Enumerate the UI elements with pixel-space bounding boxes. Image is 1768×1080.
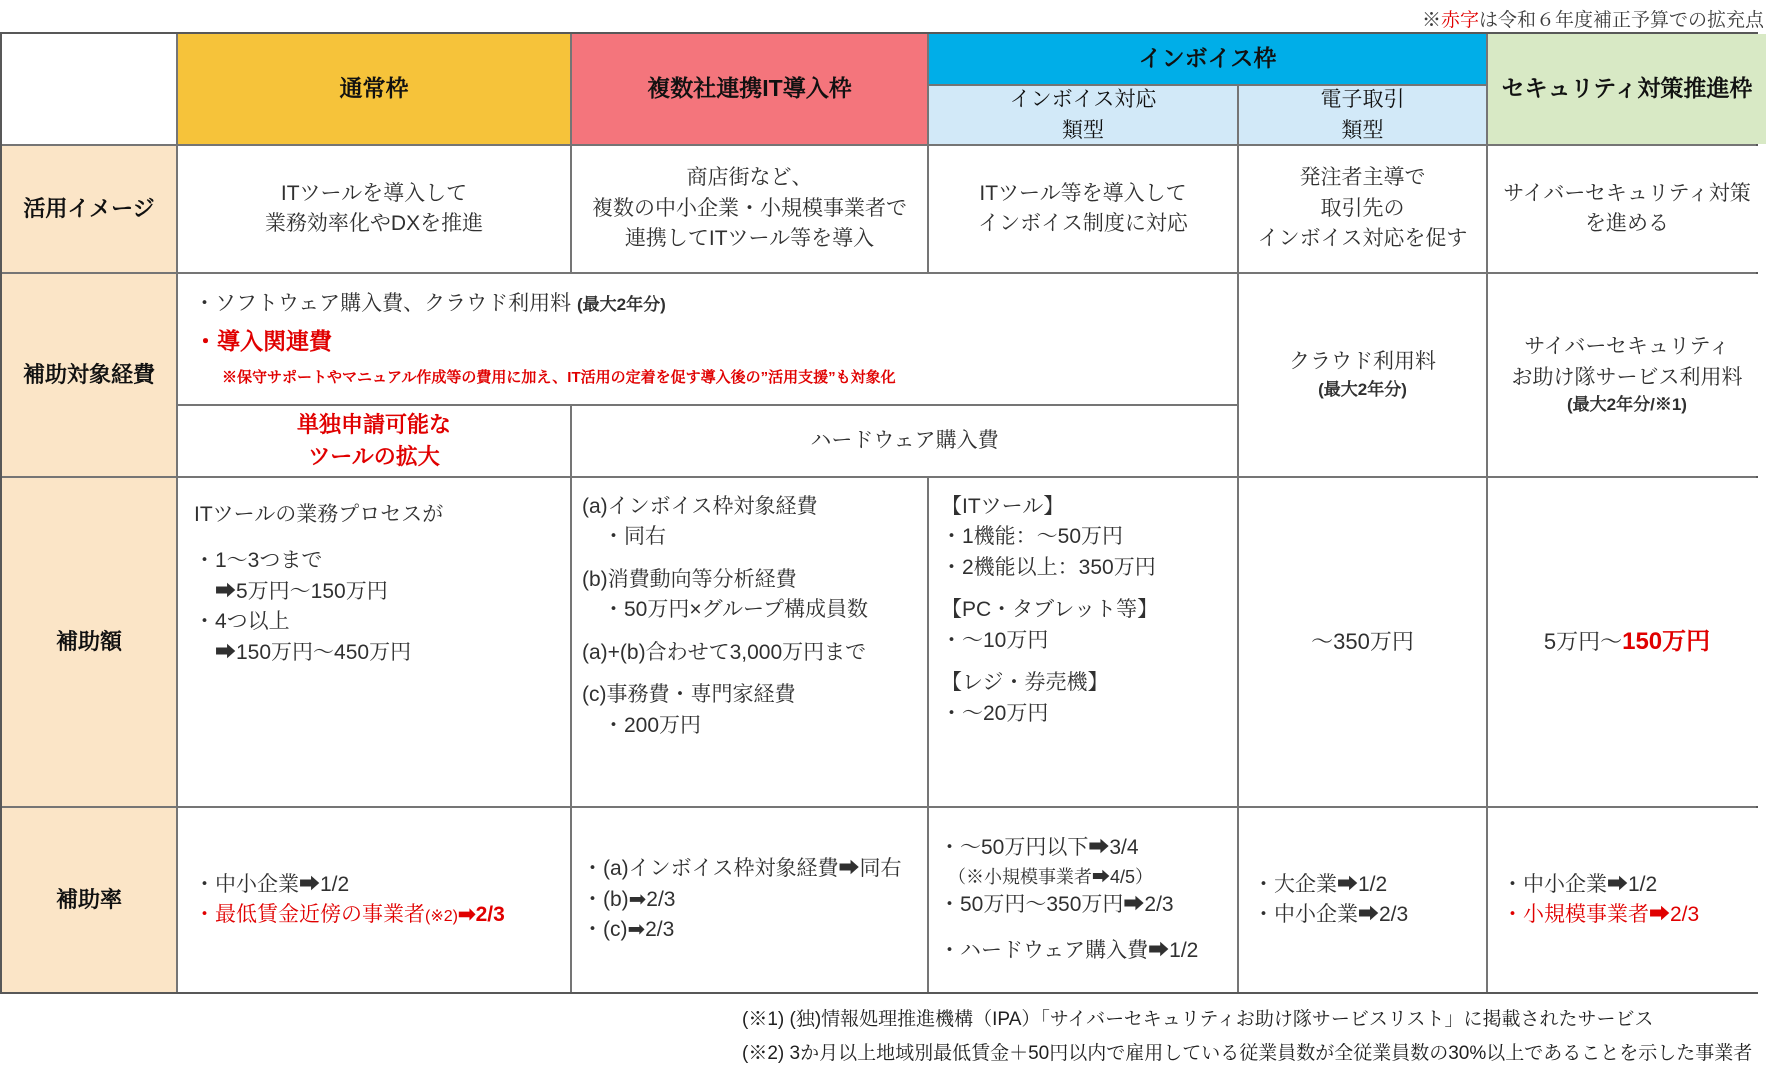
cell-line: (b)消費動向等分析経費 (582, 567, 797, 591)
rate-red-ref: (※2) (425, 908, 458, 925)
cell-line: ・～20万円 (941, 701, 1049, 725)
keihi-dounyuu-red: ・導入関連費 (194, 327, 332, 354)
cell-line-note: (最大2年分) (1318, 379, 1407, 399)
cell-line: 複数の中小企業・小規模事業者で (592, 196, 907, 220)
cell-line: ・50万円×グループ構成員数 (582, 598, 868, 622)
row-label-hojogaku: 補助額 (2, 478, 176, 806)
cell-line-red (194, 900, 570, 930)
cell-line: お助け隊サービス利用料 (1511, 365, 1743, 389)
keihi-red-note: ※保守サポートやマニュアル作成等の費用に加え、IT活用の定着を促す導入後の”活用支援”も対象化 (222, 369, 896, 387)
cell-line: 連携してITツール等を導入 (624, 227, 875, 251)
cell-line: ・1機能：～50万円 (941, 525, 1124, 549)
cell-line: ・50万円～350万円➡2/3 (939, 892, 1174, 916)
cell-line: ・中小企業➡2/3 (1253, 903, 1409, 926)
hojogaku-security-cell (1488, 478, 1766, 806)
hojoritsu-invoice-cell (929, 808, 1237, 992)
column-subheader-invoice-taio (929, 86, 1237, 144)
row-label-katsuyo: 活用イメージ (2, 146, 176, 272)
spacer (941, 656, 1231, 668)
cell-line: ・ハードウェア購入費➡1/2 (939, 939, 1199, 963)
column-subheader-denshi (1239, 86, 1486, 144)
cell-line: ツールの拡大 (308, 444, 440, 469)
subheader-line: 類型 (1341, 119, 1384, 142)
row-label-keihi: 補助対象経費 (2, 274, 176, 476)
column-header-security: セキュリティ対策推進枠 (1488, 34, 1766, 144)
cell-line: インボイス対応を促す (1257, 227, 1468, 251)
cell-line: サイバーセキュリティ (1524, 335, 1730, 359)
column-header-fukusu: 複数社連携IT導入枠 (572, 34, 927, 144)
hojogaku-tsujo-cell (178, 478, 570, 806)
hojoritsu-denshi-cell (1239, 808, 1486, 992)
cell-line: ➡5万円～150万円 (194, 579, 388, 603)
cell-line: 単独申請可能な (296, 412, 451, 438)
corner-blank-cell (2, 34, 176, 144)
cell-line: ・(c)➡2/3 (582, 918, 675, 942)
column-header-invoice: インボイス枠 (929, 34, 1486, 84)
cell-line: 【レジ・券売機】 (941, 671, 1109, 695)
katsuyo-tsujo-cell (178, 146, 570, 272)
cell-line: ・1～3つまで (194, 549, 323, 573)
amount-red-part: 150万円 (1622, 627, 1711, 655)
footnote-2: (※2) 3か月以上地域別最低賃金＋50円以内で雇用している従業員数が全従業員数の30%以上であることを示した事業者 (742, 1043, 1753, 1065)
keihi-main-cell (178, 274, 1237, 404)
spacer (582, 626, 921, 638)
cell-line: 発注者主導で (1299, 166, 1426, 190)
cell-line: ・200万円 (582, 713, 702, 737)
keihi-hardware-cell: ハードウェア購入費 (572, 406, 1237, 476)
cell-line: ・中小企業➡1/2 (1502, 872, 1658, 896)
footnote-1: (※1) (独)情報処理推進機構（IPA）「サイバーセキュリティお助け隊サービスリスト」に掲載されたサービス (742, 1009, 1654, 1030)
top-note-mark: ※ (1421, 10, 1441, 31)
top-note (0, 0, 1768, 32)
cell-line: ・～50万円以下➡3/4 (939, 836, 1139, 860)
cell-line: 商店街など、 (686, 166, 813, 190)
cell-line: (a)インボイス枠対象経費 (582, 495, 818, 518)
spacer (582, 553, 921, 565)
keihi-software-text: ・ソフトウェア購入費、クラウド利用料 (194, 292, 577, 316)
cell-line: 取引先の (1320, 196, 1405, 220)
cell-line: ・(a)インボイス枠対象経費➡同右 (582, 857, 902, 881)
subsidy-table (0, 32, 1758, 994)
rate-red-pre: ・最低賃金近傍の事業者 (194, 903, 425, 926)
cell-line-red: ・小規模事業者➡2/3 (1502, 903, 1700, 926)
cell-line: ➡150万円～450万円 (194, 640, 412, 664)
amount-black-part: 5万円～ (1543, 628, 1623, 654)
keihi-denshi-cell (1239, 274, 1486, 476)
column-header-tsujo: 通常枠 (178, 34, 570, 144)
subheader-line: 類型 (1062, 119, 1104, 142)
cell-line: ITツールの業務プロセスが (194, 503, 444, 526)
cell-line: (c)事務費・専門家経費 (582, 683, 796, 707)
cell-line: ・大企業➡1/2 (1253, 872, 1388, 896)
cell-line: 【PC・タブレット等】 (941, 598, 1159, 622)
cell-line: サイバーセキュリティ対策 (1503, 181, 1751, 205)
cell-line: を進める (1585, 212, 1669, 235)
cell-line: ITツールを導入して (280, 181, 468, 205)
spacer (941, 583, 1231, 595)
cell-line: クラウド利用料 (1289, 350, 1436, 374)
cell-line: ITツール等を導入して (979, 181, 1187, 205)
hojoritsu-security-cell (1488, 808, 1766, 992)
cell-line: ・同右 (582, 525, 666, 549)
spacer (194, 530, 560, 546)
cell-line (1544, 625, 1710, 660)
katsuyo-security-cell (1488, 146, 1766, 272)
katsuyo-fukusu-cell (572, 146, 927, 272)
cell-line: ・(b)➡2/3 (582, 887, 676, 911)
cell-line: ・4つ以上 (194, 610, 290, 634)
cell-line: ・中小企業➡1/2 (194, 872, 350, 896)
cell-line: インボイス制度に対応 (978, 212, 1188, 235)
cell-line (194, 289, 1221, 319)
cell-line: 業務効率化やDXを推進 (264, 212, 484, 235)
hojoritsu-fukusu-cell (572, 808, 927, 992)
katsuyo-invoice-cell (929, 146, 1237, 272)
row-label-hojoritsu: 補助率 (2, 808, 176, 992)
cell-line: (a)+(b)合わせて3,000万円まで (582, 640, 867, 664)
hojogaku-denshi-cell: ～350万円 (1239, 478, 1486, 806)
spacer (939, 920, 1237, 936)
cell-line-note: (最大2年分/※1) (1567, 395, 1687, 415)
cell-line-small: （※小規模事業者➡4/5） (939, 866, 1154, 887)
subheader-line: インボイス対応 (1009, 87, 1157, 111)
hojoritsu-tsujo-cell (178, 808, 570, 992)
cell-line: 【ITツール】 (941, 495, 1065, 518)
top-note-rest: は令和６年度補正予算での拡充点 (1478, 10, 1764, 31)
keihi-software-note: (最大2年分) (577, 295, 666, 315)
footnotes (0, 1003, 1768, 1071)
cell-line: ・2機能以上：350万円 (941, 555, 1156, 579)
hojogaku-fukusu-cell (572, 478, 927, 806)
rate-red-post: ➡2/3 (457, 903, 505, 926)
hojogaku-invoice-cell (929, 478, 1237, 806)
keihi-security-cell (1488, 274, 1766, 476)
top-note-red-word: 赤字 (1440, 10, 1479, 31)
subheader-line: 電子取引 (1320, 87, 1405, 111)
cell-line: ・～10万円 (941, 628, 1049, 652)
keihi-tsujo-sub-cell (178, 406, 570, 476)
katsuyo-denshi-cell (1239, 146, 1486, 272)
spacer (582, 668, 921, 680)
